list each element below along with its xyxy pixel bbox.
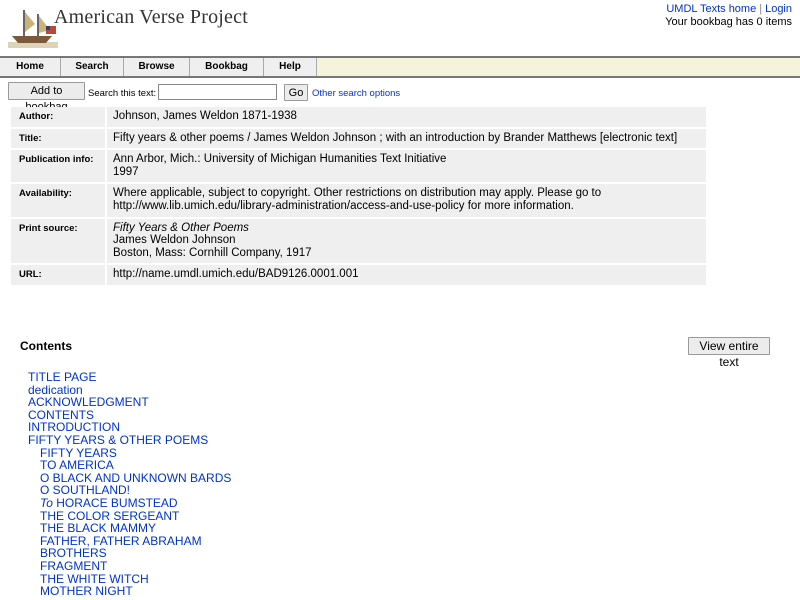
toc-link-fragment[interactable]: FRAGMENT [40,558,108,573]
publication-info-row [11,150,706,184]
publisher-text: Ann Arbor, Mich.: University of Michigan Humanities Text Initiative [113,153,447,166]
url-row [11,265,706,287]
tab-help[interactable]: Help [264,58,317,76]
toc-link-dedication[interactable]: dedication [28,382,83,397]
toc-link-the-white-witch[interactable]: THE WHITE WITCH [40,571,149,586]
top-links [666,3,792,15]
url-value [107,265,706,285]
author-text: Johnson, James Weldon 1871-1938 [113,110,297,122]
print-source-author: James Weldon Johnson [113,234,236,247]
title-value [107,129,706,149]
availability-row [11,184,706,218]
main-nav [0,56,800,78]
toc-link-to-america[interactable]: TO AMERICA [40,458,114,473]
print-source-row [11,219,706,266]
header [0,0,800,56]
bookbag-status: Your bookbag has 0 items [665,16,792,28]
toc-link-o-southland[interactable]: O SOUTHLAND! [40,483,131,498]
search-input[interactable] [158,84,277,100]
author-row [11,107,706,129]
toc-link-text: HORACE BUMSTEAD [56,495,178,510]
toc-link-the-color-sergeant[interactable]: THE COLOR SERGEANT [40,508,180,523]
tab-bookbag[interactable]: Bookbag [190,58,264,76]
toc-link-prefix: To [40,495,53,510]
toc-link-brothers[interactable]: BROTHERS [40,546,107,561]
search-bar [8,82,608,104]
availability-policy-text: http://www.lib.umich.edu/library-administration/access-and-use-policy for more information. [113,199,574,212]
print-source-title: Fifty Years & Other Poems [113,221,249,234]
toc-link-title-page[interactable]: TITLE PAGE [28,370,97,384]
toc-link-the-black-mammy[interactable]: THE BLACK MAMMY [40,521,157,536]
author-value [107,107,706,127]
title-label: Title: [11,129,107,149]
umdl-texts-home-link[interactable]: UMDL Texts home [666,3,757,15]
ship-logo-icon[interactable] [8,6,58,48]
availability-value [107,184,706,216]
add-to-bookbag-button[interactable]: Add to [8,82,85,100]
toc-link-introduction[interactable]: INTRODUCTION [28,420,120,435]
availability-label: Availability: [11,184,107,216]
url-label: URL: [11,265,107,285]
site-title: American Verse Project [54,6,248,28]
print-source-value [107,219,706,264]
tab-browse[interactable]: Browse [124,58,190,76]
table-of-contents [28,371,231,598]
author-label: Author: [11,107,107,127]
publication-info-value [107,150,706,182]
toc-item [28,585,231,598]
go-button[interactable]: Go [284,84,308,101]
toc-link-fifty-years[interactable]: FIFTY YEARS [40,445,117,460]
title-row [11,129,706,151]
toc-link-father-father-abraham[interactable]: FATHER, FATHER ABRAHAM [40,533,202,548]
tab-search[interactable]: Search [61,58,124,76]
tab-home[interactable]: Home [0,58,61,76]
availability-text: Where applicable, subject to copyright. Other restrictions on distribution may apply. Please go to [113,187,602,200]
contents-heading: Contents [20,339,72,353]
toc-link-contents[interactable]: CONTENTS [28,407,94,422]
publication-info-label: Publication info: [11,150,107,182]
toc-link-acknowledgment[interactable]: ACKNOWLEDGMENT [28,395,149,410]
toc-link-fifty-years-other-poems[interactable]: FIFTY YEARS & OTHER POEMS [28,432,209,447]
separator: | [759,3,763,15]
url-text: http://name.umdl.umich.edu/BAD9126.0001.001 [113,268,359,281]
login-link[interactable]: Login [765,3,792,15]
toc-link-o-black-and-unknown-bards[interactable]: O BLACK AND UNKNOWN BARDS [40,470,232,485]
bibliographic-metadata [11,107,706,287]
title-text: Fifty years & other poems / James Weldon Johnson ; with an introduction by Brander Matthews [electronic text] [113,131,678,144]
other-search-options-link[interactable]: Other search options [312,88,401,99]
print-source-label: Print source: [11,219,107,264]
search-label: Search this text: [88,88,157,99]
toc-link-mother-night[interactable]: MOTHER NIGHT [40,584,133,599]
publication-year: 1997 [113,165,139,178]
print-source-imprint: Boston, Mass: Cornhill Company, 1917 [113,246,312,259]
view-entire-text-button[interactable]: View entire text [688,337,770,355]
